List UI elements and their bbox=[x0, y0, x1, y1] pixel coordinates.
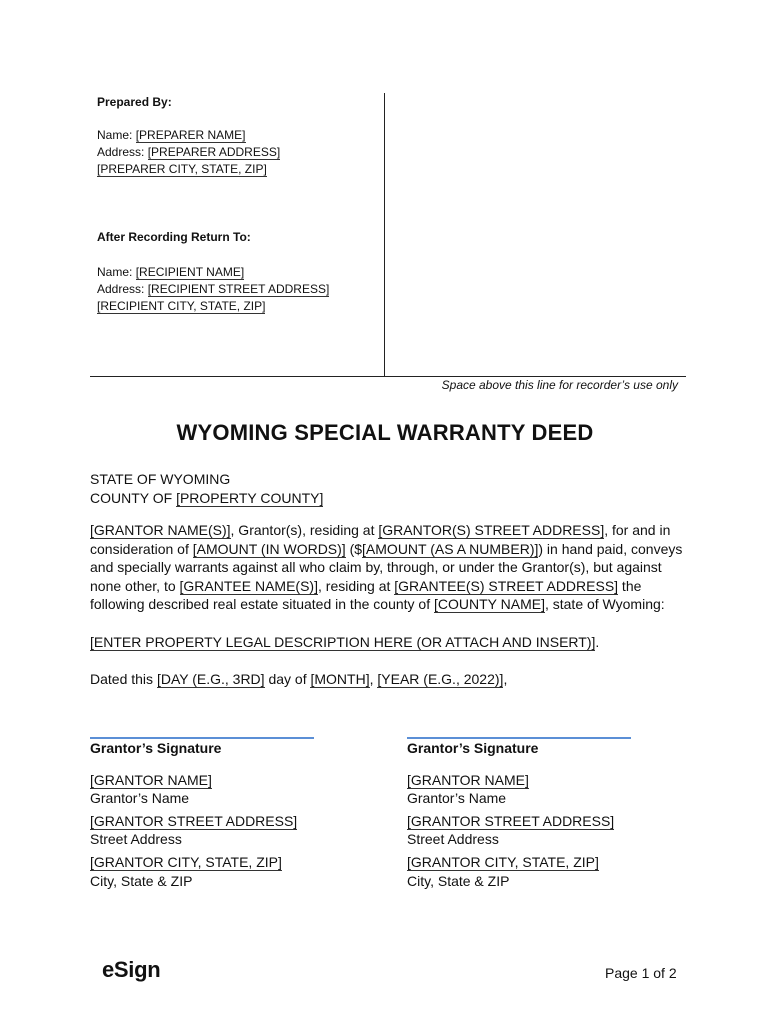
recipient-name-label: Name: bbox=[97, 265, 133, 279]
conveyance-paragraph bbox=[90, 521, 686, 614]
recipient-city-field[interactable]: [RECIPIENT CITY, STATE, ZIP] bbox=[97, 299, 266, 313]
recipient-name-field[interactable]: [RECIPIENT NAME] bbox=[135, 265, 245, 279]
day-of-text: day of bbox=[264, 671, 311, 687]
preparer-city-line bbox=[97, 161, 267, 178]
preparer-city-field[interactable]: [PREPARER CITY, STATE, ZIP] bbox=[97, 162, 267, 176]
county-prefix: COUNTY OF bbox=[90, 489, 177, 506]
recipient-address-line bbox=[97, 281, 329, 298]
preparer-name-field[interactable]: [PREPARER NAME] bbox=[135, 128, 246, 142]
body-text-1: , Grantor(s), residing at bbox=[230, 522, 379, 538]
day-field[interactable]: [DAY (E.G., 3RD] bbox=[156, 671, 265, 687]
city-caption: City, State & ZIP bbox=[90, 872, 193, 889]
signature-label: Grantor’s Signature bbox=[90, 740, 222, 756]
preparer-name-line bbox=[97, 127, 246, 144]
signature-label: Grantor’s Signature bbox=[407, 740, 539, 756]
amount-words-field[interactable]: [AMOUNT (IN WORDS)] bbox=[192, 540, 346, 557]
comma-text: , bbox=[369, 671, 378, 687]
grantor-city-field[interactable]: [GRANTOR CITY, STATE, ZIP] bbox=[407, 853, 599, 870]
recorder-divider-vertical bbox=[384, 93, 385, 377]
signature-block-right bbox=[407, 739, 707, 890]
legal-description-line bbox=[90, 633, 690, 652]
legal-description-field[interactable]: [ENTER PROPERTY LEGAL DESCRIPTION HERE (OR ATTACH AND INSERT)] bbox=[90, 634, 596, 650]
street-caption: Street Address bbox=[407, 831, 499, 848]
dated-line bbox=[90, 670, 690, 689]
grantor-name-caption: Grantor’s Name bbox=[407, 790, 507, 807]
year-field[interactable]: [YEAR (E.G., 2022)] bbox=[377, 671, 504, 687]
recipient-address-field[interactable]: [RECIPIENT STREET ADDRESS] bbox=[147, 282, 330, 296]
dated-end: , bbox=[503, 671, 508, 687]
preparer-name-label: Name: bbox=[97, 128, 133, 142]
body-text-5: , residing at bbox=[318, 577, 395, 594]
recorder-divider-horizontal bbox=[90, 376, 686, 377]
grantee-address-field[interactable]: [GRANTEE(S) STREET ADDRESS] bbox=[394, 577, 619, 594]
body-text-3: ($ bbox=[345, 540, 363, 557]
month-field[interactable]: [MONTH] bbox=[310, 671, 370, 687]
return-to-label: After Recording Return To: bbox=[97, 230, 251, 244]
state-line: STATE OF WYOMING bbox=[90, 471, 231, 487]
preparer-address-label: Address: bbox=[97, 145, 145, 159]
body-text-4: ) in hand paid, conveys and specially warrants against all who claim by, through, or under the Grantor(s), but against none other, to bbox=[90, 540, 683, 594]
grantor-address-field[interactable]: [GRANTOR(S) STREET ADDRESS] bbox=[378, 522, 605, 538]
grantor-name-field[interactable]: [GRANTOR NAME] bbox=[407, 771, 529, 788]
dated-prefix: Dated this bbox=[90, 671, 157, 687]
recipient-name-line bbox=[97, 264, 244, 281]
page-number: Page 1 of 2 bbox=[605, 965, 677, 981]
property-county-field[interactable]: [PROPERTY COUNTY] bbox=[176, 489, 324, 506]
deed-title: WYOMING SPECIAL WARRANTY DEED bbox=[176, 420, 594, 445]
recipient-address-label: Address: bbox=[97, 282, 145, 296]
recorder-note: Space above this line for recorder’s use only bbox=[441, 378, 678, 392]
preparer-address-line bbox=[97, 144, 280, 161]
recipient-city-line bbox=[97, 298, 265, 315]
venue-block bbox=[90, 470, 690, 507]
grantor-city-field[interactable]: [GRANTOR CITY, STATE, ZIP] bbox=[90, 853, 282, 870]
grantor-name-caption: Grantor’s Name bbox=[90, 790, 190, 807]
amount-number-field[interactable]: [AMOUNT (AS A NUMBER)] bbox=[362, 540, 539, 557]
body-text-2: , for and in consideration of bbox=[90, 522, 671, 557]
body-text-7: , state of Wyoming: bbox=[544, 596, 665, 613]
street-caption: Street Address bbox=[90, 831, 182, 848]
grantor-street-field[interactable]: [GRANTOR STREET ADDRESS] bbox=[90, 812, 298, 829]
grantor-street-field[interactable]: [GRANTOR STREET ADDRESS] bbox=[407, 812, 615, 829]
body-text-6: the following described real estate situated in the county of bbox=[90, 577, 642, 613]
grantor-names-field[interactable]: [GRANTOR NAME(S)] bbox=[90, 522, 231, 538]
county-line bbox=[90, 489, 690, 508]
grantee-names-field[interactable]: [GRANTEE NAME(S)] bbox=[179, 577, 318, 594]
grantor-name-field[interactable]: [GRANTOR NAME] bbox=[90, 771, 212, 788]
prepared-by-label: Prepared By: bbox=[97, 95, 172, 109]
signature-block-left bbox=[90, 739, 390, 890]
legal-end: . bbox=[595, 634, 600, 650]
preparer-address-field[interactable]: [PREPARER ADDRESS] bbox=[147, 145, 281, 159]
city-caption: City, State & ZIP bbox=[407, 872, 510, 889]
county-name-field[interactable]: [COUNTY NAME] bbox=[433, 596, 545, 613]
esign-logo: eSign bbox=[102, 957, 161, 982]
